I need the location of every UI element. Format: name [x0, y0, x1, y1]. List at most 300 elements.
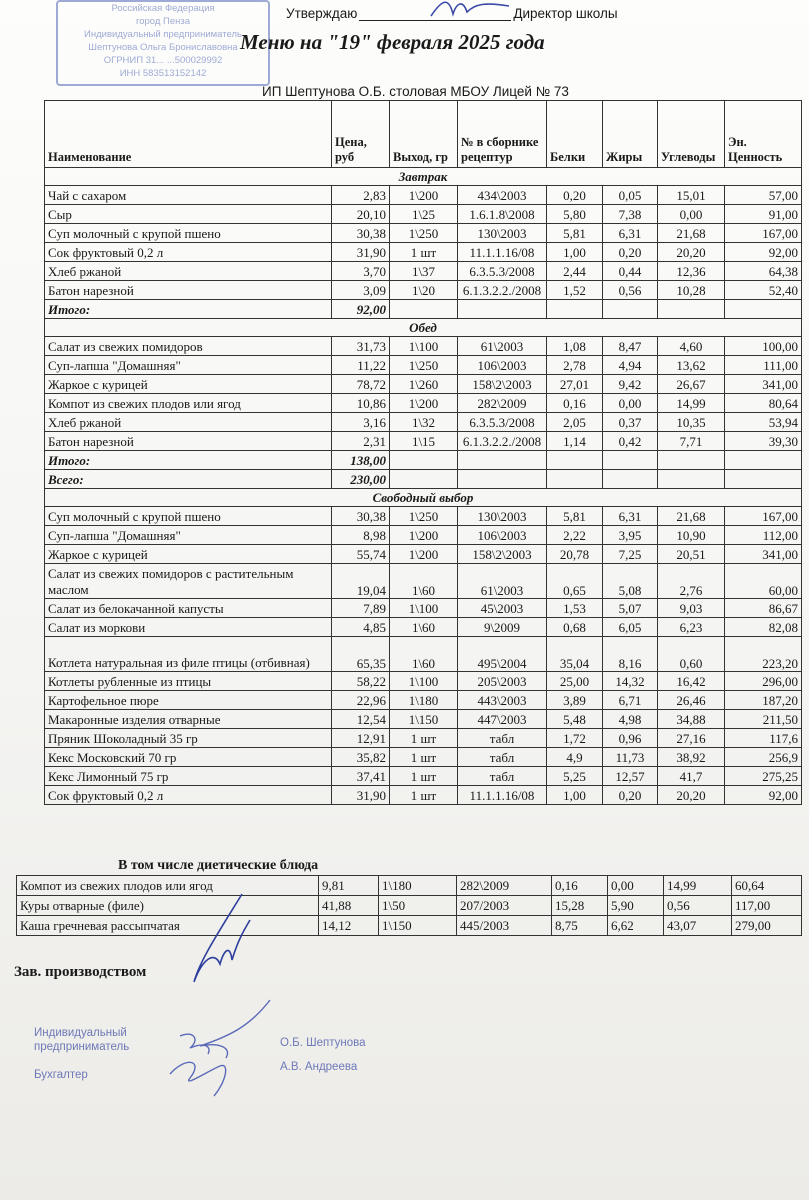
dish-price: 30,38 [332, 507, 390, 526]
dish-energy: 64,38 [725, 262, 802, 281]
empty-cell [458, 451, 547, 470]
total-row [45, 300, 802, 319]
stamp-line: ИНН 583513152142 [119, 68, 207, 79]
approval-role: Директор школы [513, 6, 618, 21]
dish-fat: 0,05 [603, 186, 658, 205]
stamp-line: Российская Федерация [111, 3, 215, 14]
empty-cell [658, 300, 725, 319]
stamp-line: город Пенза [135, 16, 191, 27]
empty-cell [390, 470, 458, 489]
table-row [45, 205, 802, 224]
section-row [45, 168, 802, 186]
dish-recipe: 130\2003 [458, 224, 547, 243]
menu-table [44, 100, 802, 805]
table-row [45, 767, 802, 786]
dish-fat: 14,32 [603, 672, 658, 691]
dish-fat: 0,44 [603, 262, 658, 281]
dish-carbs: 13,62 [658, 356, 725, 375]
dish-name: Котлеты рубленные из птицы [45, 672, 332, 691]
dish-output: 1\260 [390, 375, 458, 394]
dish-recipe: табл [458, 767, 547, 786]
table-row [45, 394, 802, 413]
dish-protein: 25,00 [547, 672, 603, 691]
diet-table [16, 875, 802, 936]
dish-recipe: 207/2003 [457, 896, 552, 916]
stamp-text: А.В. Андреева [280, 1061, 358, 1073]
dish-energy: 275,25 [725, 767, 802, 786]
dish-price: 55,74 [332, 545, 390, 564]
table-row [45, 262, 802, 281]
dish-carbs: 4,60 [658, 337, 725, 356]
dish-carbs: 41,7 [658, 767, 725, 786]
dish-energy: 80,64 [725, 394, 802, 413]
dish-fat: 5,90 [608, 896, 664, 916]
total-row [45, 470, 802, 489]
manager-signature-icon [180, 890, 260, 990]
dish-recipe: 445/2003 [457, 916, 552, 936]
dish-energy: 57,00 [725, 186, 802, 205]
dish-name: Батон нарезной [45, 432, 332, 451]
table-row [45, 618, 802, 637]
dish-carbs: 16,42 [658, 672, 725, 691]
stamp-footer-left [34, 1026, 129, 1082]
empty-cell [547, 300, 603, 319]
dish-price: 2,31 [332, 432, 390, 451]
table-row [45, 356, 802, 375]
dish-output: 1\200 [390, 186, 458, 205]
table-row [17, 876, 802, 896]
dish-fat: 5,07 [603, 599, 658, 618]
total-value: 230,00 [332, 470, 390, 489]
dish-recipe: 6.1.3.2.2./2008 [458, 281, 547, 300]
stamp-seal [56, 0, 270, 86]
dish-output: 1\150 [390, 710, 458, 729]
dish-protein: 0,16 [547, 394, 603, 413]
dish-energy: 279,00 [732, 916, 802, 936]
dish-name: Салат из свежих помидоров с растительным маслом [45, 564, 332, 599]
dish-energy: 52,40 [725, 281, 802, 300]
dish-carbs: 0,00 [658, 205, 725, 224]
table-row [45, 186, 802, 205]
table-row [45, 729, 802, 748]
dish-name: Хлеб ржаной [45, 413, 332, 432]
dish-carbs: 20,20 [658, 243, 725, 262]
dish-name: Хлеб ржаной [45, 262, 332, 281]
dish-price: 4,85 [332, 618, 390, 637]
dish-fat: 6,31 [603, 224, 658, 243]
table-row [45, 224, 802, 243]
dish-protein: 0,68 [547, 618, 603, 637]
dish-name: Жаркое с курицей [45, 545, 332, 564]
table-row [45, 748, 802, 767]
director-signature-icon [423, 0, 513, 22]
dish-output: 1\37 [390, 262, 458, 281]
dish-price: 31,90 [332, 786, 390, 805]
dish-energy: 167,00 [725, 224, 802, 243]
page-title: Меню на "19" февраля 2025 года [240, 30, 545, 54]
dish-energy: 341,00 [725, 375, 802, 394]
dish-output: 1 шт [390, 748, 458, 767]
dish-carbs: 14,99 [658, 394, 725, 413]
table-row [45, 507, 802, 526]
empty-cell [603, 470, 658, 489]
dish-protein: 1,53 [547, 599, 603, 618]
dish-carbs: 27,16 [658, 729, 725, 748]
dish-carbs: 7,71 [658, 432, 725, 451]
dish-fat: 0,00 [603, 394, 658, 413]
dish-carbs: 10,28 [658, 281, 725, 300]
dish-output: 1 шт [390, 243, 458, 262]
empty-cell [390, 300, 458, 319]
dish-name: Кекс Лимонный 75 гр [45, 767, 332, 786]
table-row [45, 545, 802, 564]
dish-name: Салат из моркови [45, 618, 332, 637]
dish-protein: 1,52 [547, 281, 603, 300]
dish-price: 11,22 [332, 356, 390, 375]
dish-protein: 27,01 [547, 375, 603, 394]
dish-fat: 7,38 [603, 205, 658, 224]
accountant-signature-icon [160, 996, 280, 1106]
dish-name: Картофельное пюре [45, 691, 332, 710]
stamp-text: О.Б. Шептунова [280, 1037, 366, 1049]
dish-energy: 39,30 [725, 432, 802, 451]
empty-cell [603, 300, 658, 319]
dish-recipe: 61\2003 [458, 564, 547, 599]
dish-protein: 35,04 [547, 637, 603, 672]
organization-name: ИП Шептунова О.Б. столовая МБОУ Лицей № 73 [262, 84, 569, 99]
dish-carbs: 10,35 [658, 413, 725, 432]
header-recipe: № в сборнике рецептур [458, 101, 547, 168]
dish-recipe: 6.3.5.3/2008 [458, 413, 547, 432]
stamp-line: ОГРНИП 31... ...500029992 [103, 55, 223, 66]
empty-cell [458, 300, 547, 319]
dish-price: 3,16 [332, 413, 390, 432]
dish-output: 1\200 [390, 394, 458, 413]
dish-energy: 211,50 [725, 710, 802, 729]
dish-carbs: 9,03 [658, 599, 725, 618]
stamp-text: предприниматель [34, 1041, 130, 1053]
dish-carbs: 12,36 [658, 262, 725, 281]
dish-protein: 1,72 [547, 729, 603, 748]
dish-carbs: 0,60 [658, 637, 725, 672]
dish-output: 1\100 [390, 599, 458, 618]
dish-protein: 4,9 [547, 748, 603, 767]
dish-carbs: 20,20 [658, 786, 725, 805]
dish-price: 9,81 [319, 876, 379, 896]
dish-energy: 117,00 [732, 896, 802, 916]
dish-output: 1\15 [390, 432, 458, 451]
dish-carbs: 20,51 [658, 545, 725, 564]
dish-name: Сыр [45, 205, 332, 224]
total-label: Итого: [45, 451, 332, 470]
dish-fat: 6,05 [603, 618, 658, 637]
header-output: Выход, гр [390, 101, 458, 168]
production-manager-label: Зав. производством [14, 964, 147, 980]
dish-recipe: 495\2004 [458, 637, 547, 672]
dish-recipe: 282\2009 [458, 394, 547, 413]
dish-energy: 53,94 [725, 413, 802, 432]
dish-price: 3,70 [332, 262, 390, 281]
dish-fat: 11,73 [603, 748, 658, 767]
dish-name: Суп-лапша "Домашняя" [45, 356, 332, 375]
empty-cell [725, 300, 802, 319]
dish-protein: 1,00 [547, 786, 603, 805]
section-title: Завтрак [45, 168, 802, 186]
dish-output: 1\200 [390, 545, 458, 564]
stamp-text: Индивидуальный [34, 1027, 127, 1039]
dish-name: Суп молочный с крупой пшено [45, 507, 332, 526]
dish-protein: 5,81 [547, 224, 603, 243]
dish-output: 1\100 [390, 337, 458, 356]
empty-cell [658, 470, 725, 489]
dish-carbs: 26,67 [658, 375, 725, 394]
table-row [45, 672, 802, 691]
dish-energy: 111,00 [725, 356, 802, 375]
approval-line [286, 6, 806, 21]
dish-protein: 1,08 [547, 337, 603, 356]
dish-price: 12,91 [332, 729, 390, 748]
table-row [45, 281, 802, 300]
section-row [45, 319, 802, 337]
dish-energy: 92,00 [725, 786, 802, 805]
dish-recipe: 447\2003 [458, 710, 547, 729]
dish-output: 1\25 [390, 205, 458, 224]
dish-energy: 223,20 [725, 637, 802, 672]
dish-price: 20,10 [332, 205, 390, 224]
dish-energy: 100,00 [725, 337, 802, 356]
dish-recipe: 434\2003 [458, 186, 547, 205]
empty-cell [458, 470, 547, 489]
dish-fat: 0,00 [608, 876, 664, 896]
dish-name: Кекс Московский 70 гр [45, 748, 332, 767]
dish-protein: 8,75 [552, 916, 608, 936]
table-row [45, 691, 802, 710]
dish-protein: 20,78 [547, 545, 603, 564]
dish-price: 78,72 [332, 375, 390, 394]
dish-output: 1\150 [379, 916, 457, 936]
dish-price: 37,41 [332, 767, 390, 786]
stamp-line: Индивидуальный предприниматель [84, 29, 242, 40]
dish-recipe: 205\2003 [458, 672, 547, 691]
dish-fat: 8,16 [603, 637, 658, 672]
dish-energy: 92,00 [725, 243, 802, 262]
dish-fat: 0,20 [603, 243, 658, 262]
total-label: Всего: [45, 470, 332, 489]
header-energy: Эн. Ценность [725, 101, 802, 168]
stamp-footer-right [280, 1036, 366, 1074]
dish-output: 1\250 [390, 356, 458, 375]
stamp-line: Шептунова Ольга Брониславовна [88, 42, 238, 53]
dish-output: 1\100 [390, 672, 458, 691]
dish-output: 1\250 [390, 224, 458, 243]
dish-protein: 5,48 [547, 710, 603, 729]
dish-name: Жаркое с курицей [45, 375, 332, 394]
header-fat: Жиры [603, 101, 658, 168]
dish-name: Макаронные изделия отварные [45, 710, 332, 729]
dish-carbs: 15,01 [658, 186, 725, 205]
dish-protein: 15,28 [552, 896, 608, 916]
table-row [45, 432, 802, 451]
dish-fat: 9,42 [603, 375, 658, 394]
table-row [17, 896, 802, 916]
dish-price: 30,38 [332, 224, 390, 243]
dish-price: 10,86 [332, 394, 390, 413]
total-label: Итого: [45, 300, 332, 319]
dish-energy: 91,00 [725, 205, 802, 224]
dish-protein: 3,89 [547, 691, 603, 710]
total-row [45, 451, 802, 470]
dish-price: 41,88 [319, 896, 379, 916]
section-title: Свободный выбор [45, 489, 802, 507]
table-row [45, 375, 802, 394]
dish-recipe: 11.1.1.16/08 [458, 786, 547, 805]
dish-price: 31,90 [332, 243, 390, 262]
dish-protein: 5,80 [547, 205, 603, 224]
dish-output: 1\200 [390, 526, 458, 545]
dish-energy: 256,9 [725, 748, 802, 767]
dish-energy: 86,67 [725, 599, 802, 618]
dish-carbs: 0,56 [664, 896, 732, 916]
dish-carbs: 21,68 [658, 507, 725, 526]
dish-output: 1\50 [379, 896, 457, 916]
empty-cell [725, 470, 802, 489]
dish-fat: 4,94 [603, 356, 658, 375]
dish-carbs: 38,92 [658, 748, 725, 767]
approval-label: Утверждаю [286, 6, 358, 21]
dish-carbs: 21,68 [658, 224, 725, 243]
dish-fat: 5,08 [603, 564, 658, 599]
total-value: 92,00 [332, 300, 390, 319]
dish-carbs: 2,76 [658, 564, 725, 599]
dish-name: Пряник Шоколадный 35 гр [45, 729, 332, 748]
dish-recipe: 11.1.1.16/08 [458, 243, 547, 262]
dish-name: Котлета натуральная из филе птицы (отбивная) [45, 637, 332, 672]
dish-output: 1 шт [390, 729, 458, 748]
dish-protein: 2,05 [547, 413, 603, 432]
dish-name: Салат из белокачанной капусты [45, 599, 332, 618]
dish-carbs: 26,46 [658, 691, 725, 710]
dish-fat: 6,71 [603, 691, 658, 710]
dish-fat: 6,62 [608, 916, 664, 936]
header-price: Цена, руб [332, 101, 390, 168]
dish-protein: 2,22 [547, 526, 603, 545]
dish-protein: 1,14 [547, 432, 603, 451]
empty-cell [390, 451, 458, 470]
header-carbs: Углеводы [658, 101, 725, 168]
header-name: Наименование [45, 101, 332, 168]
dish-fat: 3,95 [603, 526, 658, 545]
table-header-row [45, 101, 802, 168]
dish-name: Салат из свежих помидоров [45, 337, 332, 356]
dish-fat: 12,57 [603, 767, 658, 786]
dish-protein: 5,25 [547, 767, 603, 786]
dish-recipe: 45\2003 [458, 599, 547, 618]
dish-energy: 82,08 [725, 618, 802, 637]
dish-recipe: 6.3.5.3/2008 [458, 262, 547, 281]
dish-protein: 0,16 [552, 876, 608, 896]
dish-protein: 0,20 [547, 186, 603, 205]
empty-cell [725, 451, 802, 470]
dish-carbs: 43,07 [664, 916, 732, 936]
dish-fat: 0,42 [603, 432, 658, 451]
table-row [45, 599, 802, 618]
dish-fat: 0,96 [603, 729, 658, 748]
table-row [45, 564, 802, 599]
dish-price: 19,04 [332, 564, 390, 599]
dish-output: 1\180 [390, 691, 458, 710]
section-row [45, 489, 802, 507]
dish-price: 2,83 [332, 186, 390, 205]
dish-carbs: 14,99 [664, 876, 732, 896]
dish-name: Сок фруктовый 0,2 л [45, 786, 332, 805]
header-protein: Белки [547, 101, 603, 168]
dish-fat: 8,47 [603, 337, 658, 356]
dish-recipe: 9\2009 [458, 618, 547, 637]
dish-output: 1\250 [390, 507, 458, 526]
dish-recipe: 158\2\2003 [458, 375, 547, 394]
table-row [45, 786, 802, 805]
empty-cell [547, 470, 603, 489]
dish-recipe: 6.1.3.2.2./2008 [458, 432, 547, 451]
dish-protein: 2,78 [547, 356, 603, 375]
table-row [45, 413, 802, 432]
dish-recipe: 106\2003 [458, 356, 547, 375]
dish-protein: 5,81 [547, 507, 603, 526]
empty-cell [658, 451, 725, 470]
dish-fat: 6,31 [603, 507, 658, 526]
dish-carbs: 34,88 [658, 710, 725, 729]
dish-output: 1\60 [390, 637, 458, 672]
section-title: Обед [45, 319, 802, 337]
dish-fat: 7,25 [603, 545, 658, 564]
dish-output: 1\20 [390, 281, 458, 300]
dish-output: 1\60 [390, 618, 458, 637]
dish-energy: 167,00 [725, 507, 802, 526]
dish-price: 8,98 [332, 526, 390, 545]
dish-protein: 0,65 [547, 564, 603, 599]
dish-energy: 112,00 [725, 526, 802, 545]
empty-cell [603, 451, 658, 470]
dish-name: Компот из свежих плодов или ягод [17, 876, 319, 896]
table-row [45, 526, 802, 545]
dish-energy: 117,6 [725, 729, 802, 748]
dish-fat: 0,37 [603, 413, 658, 432]
dish-output: 1\32 [390, 413, 458, 432]
table-row [45, 337, 802, 356]
dish-recipe: 61\2003 [458, 337, 547, 356]
diet-section-title: В том числе диетические блюда [118, 858, 319, 873]
dish-output: 1\180 [379, 876, 457, 896]
table-row [45, 243, 802, 262]
dish-recipe: 106\2003 [458, 526, 547, 545]
dish-price: 35,82 [332, 748, 390, 767]
dish-price: 7,89 [332, 599, 390, 618]
table-row [45, 710, 802, 729]
dish-fat: 0,56 [603, 281, 658, 300]
dish-recipe: табл [458, 748, 547, 767]
dish-output: 1\60 [390, 564, 458, 599]
dish-name: Компот из свежих плодов или ягод [45, 394, 332, 413]
dish-name: Суп-лапша "Домашняя" [45, 526, 332, 545]
stamp-text: Бухгалтер [34, 1069, 88, 1081]
dish-output: 1 шт [390, 767, 458, 786]
dish-fat: 0,20 [603, 786, 658, 805]
dish-energy: 60,64 [732, 876, 802, 896]
dish-price: 14,12 [319, 916, 379, 936]
dish-carbs: 6,23 [658, 618, 725, 637]
dish-name: Куры отварные (филе) [17, 896, 319, 916]
dish-energy: 187,20 [725, 691, 802, 710]
